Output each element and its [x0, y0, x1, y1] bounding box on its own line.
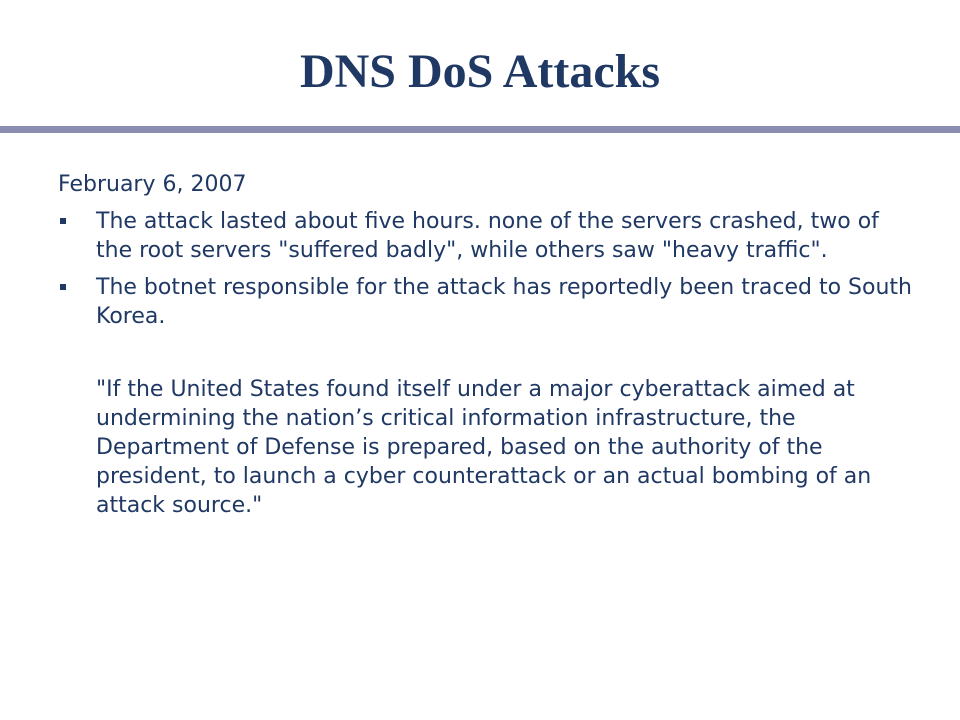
date-line: February 6, 2007 [58, 172, 247, 197]
slide-body [58, 170, 918, 520]
title-divider [0, 126, 960, 133]
square-bullet-icon [60, 218, 66, 224]
square-bullet-icon [60, 284, 66, 290]
quote-paragraph: "If the United States found itself under a major cyberattack aimed at undermining the nation’s critical information infrastructure, the Department of Defense is prepared, based on the authority of the president, to launch a cyber counterattack or an actual bombing of an attack source." [96, 377, 872, 518]
bullet-item [58, 207, 918, 265]
bullet-text: The botnet responsible for the attack has reportedly been traced to South Korea. [96, 275, 912, 329]
slide-title: DNS DoS Attacks [299, 45, 661, 98]
bullet-text: The attack lasted about five hours. none of the servers crashed, two of the root servers "suffered badly", while others saw "heavy traffic". [96, 209, 879, 263]
bullet-item [58, 273, 918, 331]
